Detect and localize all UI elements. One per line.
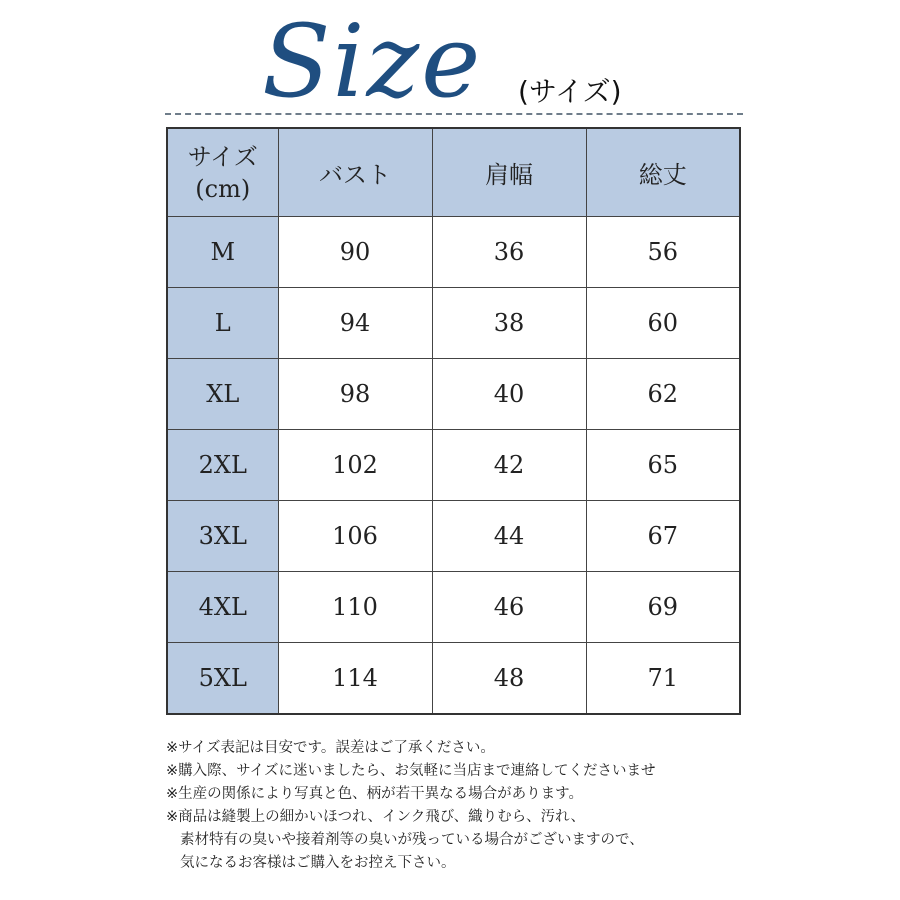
cell-shoulder: 44 (432, 501, 586, 572)
cell-shoulder: 46 (432, 572, 586, 643)
dashed-divider (165, 113, 743, 115)
table-row (167, 572, 740, 643)
cell-bust: 90 (278, 217, 432, 288)
table-row (167, 430, 740, 501)
page-subtitle: (サイズ) (518, 75, 622, 108)
table-row (167, 501, 740, 572)
cell-length: 56 (586, 217, 740, 288)
table-header-row (167, 128, 740, 217)
cell-length: 67 (586, 501, 740, 572)
cell-bust: 98 (278, 359, 432, 430)
cell-shoulder: 38 (432, 288, 586, 359)
cell-bust: 106 (278, 501, 432, 572)
size-table (166, 127, 741, 715)
table-row (167, 359, 740, 430)
table-row (167, 217, 740, 288)
header-size (167, 128, 278, 217)
notes-block (166, 737, 886, 875)
note-line: ※生産の関係により写真と色、柄が若干異なる場合があります。 (166, 786, 583, 802)
header-length: 総丈 (586, 128, 740, 217)
header-bust: バスト (278, 128, 432, 217)
cell-shoulder: 36 (432, 217, 586, 288)
cell-size: XL (167, 359, 278, 430)
cell-bust: 110 (278, 572, 432, 643)
cell-bust: 114 (278, 643, 432, 715)
cell-shoulder: 48 (432, 643, 586, 715)
cell-size: 4XL (167, 572, 278, 643)
cell-size: L (167, 288, 278, 359)
title-block (0, 0, 900, 120)
note-line: 素材特有の臭いや接着剤等の臭いが残っている場合がございますので、 (180, 832, 644, 848)
cell-shoulder: 42 (432, 430, 586, 501)
header-size-label: サイズ (187, 142, 258, 171)
note-line: ※商品は縫製上の細かいほつれ、インク飛び、織りむら、汚れ、 (166, 809, 586, 825)
cell-bust: 102 (278, 430, 432, 501)
cell-size: M (167, 217, 278, 288)
cell-length: 65 (586, 430, 740, 501)
cell-shoulder: 40 (432, 359, 586, 430)
cell-length: 62 (586, 359, 740, 430)
note-line: 気になるお客様はご購入をお控え下さい。 (180, 855, 456, 871)
cell-bust: 94 (278, 288, 432, 359)
cell-length: 69 (586, 572, 740, 643)
header-size-unit: (cm) (195, 174, 251, 203)
cell-size: 5XL (167, 643, 278, 715)
table-row (167, 643, 740, 715)
table-row (167, 288, 740, 359)
header-shoulder: 肩幅 (432, 128, 586, 217)
page-title: Size (262, 3, 483, 120)
cell-size: 2XL (167, 430, 278, 501)
cell-length: 60 (586, 288, 740, 359)
cell-length: 71 (586, 643, 740, 715)
cell-size: 3XL (167, 501, 278, 572)
note-line: ※サイズ表記は目安です。誤差はご了承ください。 (166, 740, 495, 756)
note-line: ※購入際、サイズに迷いましたら、お気軽に当店まで連絡してくださいませ (166, 763, 656, 779)
